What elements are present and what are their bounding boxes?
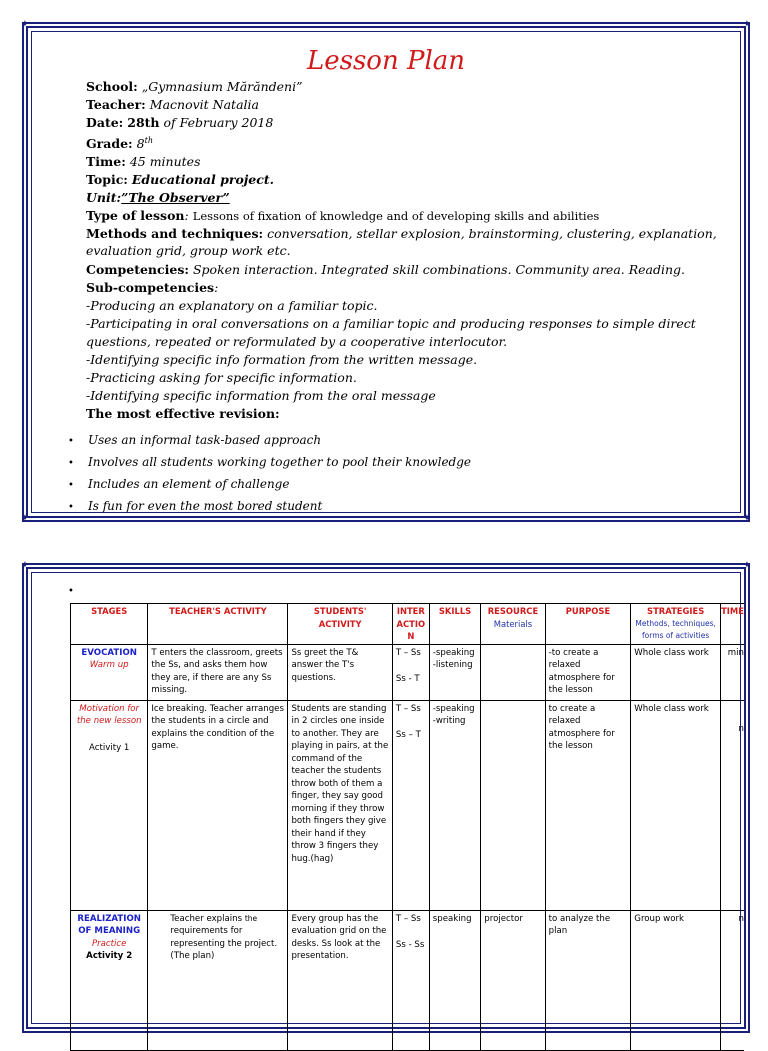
teacher-activity-text: requirements for representing the project.(The plan) [170, 926, 278, 961]
purpose-cell: to create a relaxed atmosphere for the lesson [545, 700, 631, 910]
lesson-stages-table [70, 603, 744, 1051]
type-row: Type of lesson: Lessons of fixation of knowledge and of developing skills and abilities [86, 208, 600, 224]
revision-item: • Includes an element of challenge [68, 474, 471, 496]
interaction-mode: Ss - T [395, 674, 420, 684]
header-resource-sub: Materials [493, 618, 533, 629]
interaction-mode: Ss – T [395, 730, 421, 740]
type-value: Lessons of fixation of knowledge and of developing skills and abilities [192, 209, 600, 224]
grade-value: 8 [136, 136, 145, 152]
table-row [71, 644, 745, 700]
header-strategies-label: STRATEGIES [647, 606, 705, 616]
competencies-label: Competencies: [86, 262, 189, 278]
interaction-mode: Ss - Ss [395, 940, 425, 950]
revision-item: • Involves all students working together to pool their knowledge [68, 452, 471, 474]
competencies-value: Spoken interaction. Integrated skill combinations. Community area. Reading. [192, 262, 686, 278]
teacher-label: Teacher: [86, 97, 146, 112]
lesson-info [86, 78, 726, 423]
stage-subtitle: Practice [91, 938, 127, 949]
topic-value: Educational project. [131, 172, 274, 188]
revision-label: The most effective revision: [86, 406, 280, 422]
school-row [86, 78, 726, 96]
teacher-row [86, 96, 726, 114]
lesson-plan-cover-frame [20, 19, 752, 524]
teacher-activity-cell: T enters the classroom, greets the Ss, and asks them how they are, if there are any Ss missing. [148, 644, 288, 700]
purpose-cell: to analyze the plan [545, 910, 631, 1050]
stage-subtitle: Warm up [89, 660, 129, 670]
revision-list [68, 430, 471, 518]
interaction-cell [392, 644, 429, 700]
date-label: Date: [86, 115, 124, 130]
competencies-row [86, 261, 726, 279]
header-interaction: INTER ACTIO N [392, 604, 429, 645]
header-strategies [631, 604, 721, 645]
stage-cell [71, 644, 148, 700]
strategies-cell: Whole class work [631, 700, 721, 910]
interaction-mode: T – Ss [395, 647, 421, 658]
skills-cell: -speaking -writing [429, 700, 480, 910]
frame-corner-ornament: ✦ [742, 560, 752, 571]
topic-label: Topic: [86, 172, 128, 188]
frame-corner-ornament: ✦ [742, 513, 752, 524]
skills-cell: speaking [429, 910, 480, 1050]
subcompetencies-label: Sub-competencies [86, 280, 215, 296]
interaction-cell [392, 910, 429, 1050]
methods-row [86, 225, 726, 259]
methods-value: conversation, stellar explosion, brainstorming, clustering, explanation, evaluation grid, group work etc. [86, 226, 717, 259]
resource-cell [481, 700, 545, 910]
methods-label: Methods and techniques: [86, 226, 264, 242]
header-students-activity: STUDENTS' ACTIVITY [288, 604, 392, 645]
header-time: TIME [721, 604, 744, 645]
date-day: 28th [127, 115, 160, 130]
time-cell: min [721, 644, 744, 700]
unit-value: ”The Observer” [121, 190, 230, 206]
header-resource [481, 604, 545, 645]
frame-corner-ornament: ✦ [20, 560, 30, 571]
lesson-stages-frame [20, 560, 752, 1033]
strategies-cell: Group work [631, 910, 721, 1050]
skills-cell: -speaking -listening [429, 644, 480, 700]
teacher-activity-text: Teacher explains [170, 913, 243, 924]
type-label: Type of lesson [86, 208, 185, 224]
stage-title: EVOCATION [81, 647, 137, 658]
table-row [71, 910, 745, 1050]
strategies-cell: Whole class work [631, 644, 721, 700]
resource-cell: projector [481, 910, 545, 1050]
resource-cell [481, 644, 545, 700]
grade-label: Grade: [86, 136, 133, 152]
topic-row [86, 171, 726, 189]
unit-label: Unit: [86, 190, 122, 206]
time-row [86, 153, 726, 171]
subcompetency-item: -Producing an explanatory on a familiar topic. [86, 298, 378, 314]
unit-row [86, 189, 726, 207]
frame-corner-ornament: ✦ [742, 19, 752, 30]
date-row [86, 114, 726, 132]
stage-activity: Activity 1 [89, 742, 130, 753]
frame-corner-ornament: ✦ [20, 513, 30, 524]
time-label: Time: [86, 154, 126, 170]
time-cell: n [721, 700, 744, 910]
stage-cell [71, 910, 148, 1050]
revision-item: • Uses an informal task-based approach [68, 430, 471, 452]
subcompetency-item: -Participating in oral conversations on a familiar topic and producing responses to simple direct questions, repeated or reformulated by a cooperative interlocutor. [86, 316, 696, 350]
subcompetencies-row: Sub-competencies: [86, 280, 219, 296]
subcompetency-item: -Practicing asking for specific information. [86, 370, 357, 386]
page-title: Lesson Plan [306, 46, 466, 76]
table-header-row [71, 604, 745, 645]
students-activity-cell: Ss greet the T& answer the T's questions. [288, 644, 392, 700]
table-row [71, 700, 745, 910]
time-cell: n [721, 910, 744, 1050]
header-skills: SKILLS [429, 604, 480, 645]
subcompetency-item: -Identifying specific info formation from the written message. [86, 352, 478, 368]
teacher-activity-text: the [244, 913, 258, 923]
interaction-mode: T – Ss [395, 913, 421, 924]
grade-suffix: th [144, 136, 153, 145]
teacher-activity-cell [148, 910, 288, 1050]
stage-title: Motivation for the new lesson [76, 703, 142, 726]
students-activity-cell: Every group has the evaluation grid on the desks. Ss look at the presentation. [288, 910, 392, 1050]
date-value: of February 2018 [163, 115, 274, 130]
bullet-marker: • [68, 586, 74, 597]
grade-row [86, 132, 726, 153]
school-value: „Gymnasium Mărăndeni” [141, 79, 303, 94]
header-strategies-sub: Methods, techniques, forms of activities [635, 618, 716, 640]
stage-activity: Activity 2 [86, 951, 133, 961]
teacher-activity-cell: Ice breaking. Teacher arranges the students in a circle and explains the condition of the game. [148, 700, 288, 910]
students-activity-cell: Students are standing in 2 circles one inside to another. They are playing in pairs, at the command of the teacher the students throw both of them a finger, they say good morning if they throw both fingers they give their hand if they throw 3 fingers they hug.(hag) [288, 700, 392, 910]
stage-title: REALIZATION OF MEANING [77, 913, 141, 936]
school-label: School: [86, 79, 138, 94]
header-stages: STAGES [71, 604, 148, 645]
interaction-mode: T – Ss [395, 703, 421, 714]
header-purpose: PURPOSE [545, 604, 631, 645]
header-teacher-activity: TEACHER'S ACTIVITY [148, 604, 288, 645]
teacher-value: Macnovit Natalia [149, 97, 259, 112]
frame-corner-ornament: ✦ [20, 19, 30, 30]
stage-cell [71, 700, 148, 910]
purpose-cell: -to create a relaxed atmosphere for the lesson [545, 644, 631, 700]
interaction-cell [392, 700, 429, 910]
header-resource-label: RESOURCE [487, 606, 539, 616]
time-value: 45 minutes [129, 154, 201, 170]
revision-item: • Is fun for even the most bored student [68, 496, 471, 518]
subcompetency-item: -Identifying specific information from the oral message [86, 388, 436, 404]
revision-row [86, 405, 726, 423]
